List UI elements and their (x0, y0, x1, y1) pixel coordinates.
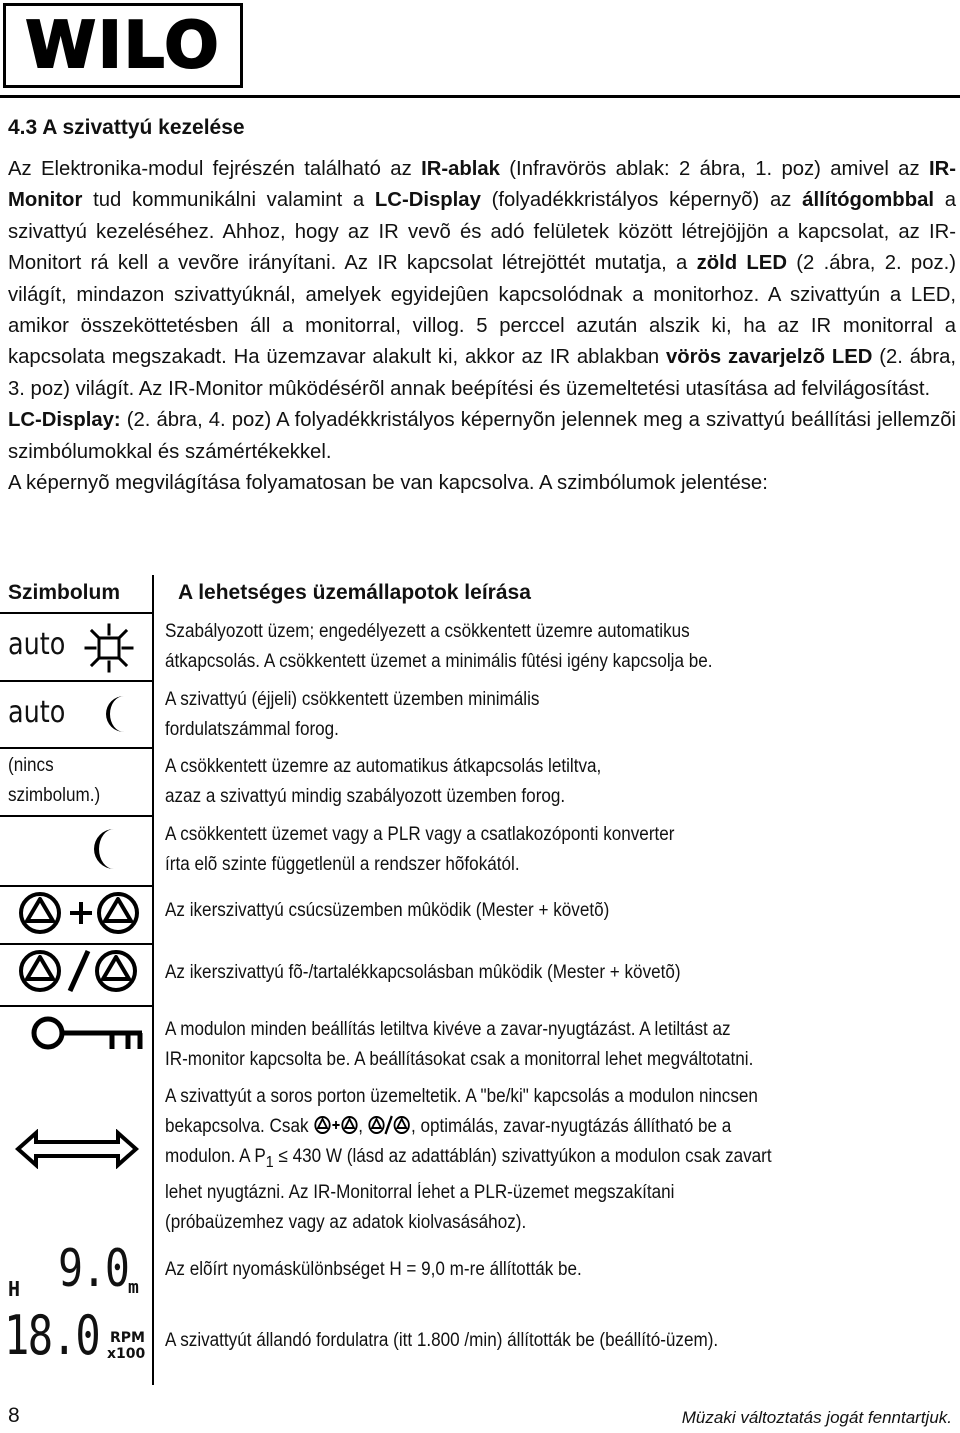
desc-line: írta elõ szinte függetlenül a rendszer hõfokától. (165, 854, 520, 875)
text-run: Az Elektronika-modul fejrészén található az (8, 158, 422, 180)
subscript: 1 (265, 1153, 274, 1171)
symbol-table (0, 575, 960, 1385)
key-icon (30, 1015, 150, 1055)
twin-pump-standby-icon (368, 1114, 411, 1136)
wilo-logo (3, 3, 243, 88)
paragraph-2 (8, 405, 956, 468)
table-head-rule (0, 612, 152, 614)
desc-line (165, 1112, 731, 1142)
header-rule (0, 95, 960, 98)
text-run: (2. ábra, 3. poz) világít. Az IR-Monitor mûködésérõl annak beépítési és üzemeltetési utasítása ad felvilágosítást. (8, 346, 956, 400)
row-3-description (165, 752, 955, 812)
desc-line (165, 1142, 772, 1178)
row-7-description (165, 1015, 955, 1075)
no-symbol-label: szimbolum.) (8, 785, 101, 806)
bold-term: IR-ablak (421, 158, 500, 180)
footer-note: Müzaki változtatás jogát fenntartjuk. (681, 1408, 952, 1427)
text-run: (folyadékkristályos képernyõ) az (480, 189, 803, 212)
desc-line: (próbaüzemhez vagy az adatok kiolvasásához). (165, 1211, 527, 1233)
speed-display-symbol (4, 1304, 152, 1375)
row-rule (0, 815, 152, 817)
text-run: (2. ábra, 4. poz) A folyadékkristályos képernyõn jelennek meg a szivattyú beállítási jellemzõi szimbólumokkal és számértékekkel. (8, 409, 956, 463)
row-4-description (165, 820, 955, 880)
text-run: a szivattyú kezeléséhez. Ahhoz, hogy az IR vevõ és adó felületek között létrejöjjön a kapcsolat, az IR-Monitort rá kell a vevõre irányítani. Az IR kapcsolat létrejöttét mutatja, a (8, 189, 956, 275)
row-5-description (165, 896, 955, 926)
twin-pump-peak-icon (313, 1114, 358, 1136)
body-text (8, 154, 956, 499)
pressure-display-symbol (6, 1239, 152, 1307)
row-8-description (165, 1082, 955, 1238)
desc-line: Az elõírt nyomáskülönbséget H = 9,0 m-re állították be. (165, 1259, 582, 1280)
bold-term: állítógombbal (802, 189, 934, 212)
row-rule (0, 680, 152, 682)
bold-term: IR-Monitor (8, 158, 956, 212)
auto-label: auto (8, 695, 66, 730)
desc-line: A modulon minden beállítás letiltva kivéve a zavar-nyugtázást. A letiltást az (165, 1019, 731, 1040)
bold-term: zöld LED (696, 252, 787, 275)
desc-line: Az ikerszivattyú csúcsüzemben mûködik (Mester + követõ) (165, 900, 610, 921)
table-head-symbol: Szimbolum (8, 581, 121, 604)
row-9-description (165, 1255, 955, 1285)
text-run: , (358, 1116, 368, 1137)
bold-term: vörös zavarjelzõ LED (665, 346, 873, 369)
desc-line: A szivattyú (éjjeli) csökkentett üzemben minimális (165, 689, 540, 710)
row-rule (0, 747, 152, 749)
text-run: modulon. A P (165, 1146, 266, 1167)
bold-term: LC-Display: (8, 409, 121, 432)
desc-line: A csökkentett üzemre az automatikus átkapcsolás letiltva, (165, 756, 602, 777)
row-10-description (165, 1326, 955, 1356)
paragraph-1 (8, 154, 956, 405)
display-unit: x100 (107, 1346, 146, 1362)
auto-label: auto (8, 627, 66, 662)
row-rule (0, 943, 152, 945)
desc-line: A csökkentett üzemet vagy a PLR vagy a csatlakozóponti konverter (165, 824, 675, 845)
moon-icon (86, 825, 126, 873)
row-6-description (165, 958, 955, 988)
bold-term: LC-Display (374, 189, 481, 212)
desc-line: Az ikerszivattyú fõ-/tartalékkapcsolásban mûködik (Mester + követõ) (165, 962, 681, 983)
no-symbol-label: (nincs (8, 755, 54, 776)
twin-pump-peak-icon (18, 891, 148, 935)
page-number: 8 (8, 1404, 20, 1427)
table-head-description: A lehetséges üzemállapotok leírása (178, 581, 531, 604)
symbol-none (8, 751, 110, 811)
desc-line: A szivattyút a soros porton üzemeltetik. A "be/ki" kapcsolás a modulon nincsen (165, 1086, 758, 1107)
symbol-auto-sun (8, 627, 76, 662)
desc-line: azaz a szivattyú mindig szabályozott üzemben forog. (165, 786, 566, 807)
column-separator (152, 575, 154, 1385)
desc-line: átkapcsolás. A csökkentett üzemet a minimális fûtési igény kapcsolja be. (165, 651, 713, 672)
sun-icon (84, 623, 134, 673)
twin-pump-standby-icon (18, 947, 148, 995)
desc-line: Szabályozott üzem; engedélyezett a csökkentett üzemre automatikus (165, 621, 690, 642)
row-rule (0, 1005, 152, 1007)
desc-line: IR-monitor kapcsolta be. A beállításokat csak a monitorral lehet megváltotatni. (165, 1049, 754, 1070)
display-value: 18.0 (4, 1304, 100, 1367)
display-unit: m (128, 1277, 139, 1298)
display-unit: RPM (110, 1330, 145, 1346)
text-run: bekapcsolva. Csak (165, 1116, 314, 1137)
paragraph-3: A képernyõ megvilágítása folyamatosan be van kapcsolva. A szimbólumok jelentése: (8, 472, 768, 495)
section-title: 4.3 A szivattyú kezelése (8, 116, 245, 139)
moon-icon (96, 692, 136, 736)
desc-line: fordulatszámmal forog. (165, 719, 339, 740)
text-run: tud kommunikálni valamint a (82, 189, 375, 212)
text-run: (2 .ábra, 2. poz.) világít, mindazon szivattyúknál, amelyek egyidejûen kapcsolódnak a monitorhoz. A szivattyún a LED, amikor összeköttetésben áll a monitorral, villog. 5 perccel azután alszik ki, ha az IR monitorral a kapcsolata megszakadt. Ha üzemzavar alakult ki, akkor az IR ablakban (8, 252, 957, 369)
logo-text: WILO (25, 8, 221, 83)
row-2-description (165, 685, 955, 745)
desc-line: A szivattyút állandó fordulatra (itt 1.800 /min) állították be (beállító-üzem). (165, 1330, 719, 1351)
double-arrow-icon (14, 1129, 140, 1169)
symbol-auto-moon (8, 695, 76, 730)
display-prefix: H (8, 1277, 21, 1301)
row-rule (0, 885, 152, 887)
text-run: ≤ 430 W (lásd az adattáblán) szivattyúkon a modulon csak zavart (273, 1146, 772, 1167)
display-value: 9.0 (58, 1239, 129, 1299)
row-1-description (165, 617, 955, 677)
text-run: (Infravörös ablak: 2 ábra, 1. poz) amivel az (499, 158, 929, 180)
text-run: , optimálás, zavar-nyugtázás állítható be a (410, 1116, 732, 1137)
desc-line: lehet nyugtázni. Az IR-Monitorral Íehet a PLR-üzemet megszakítani (165, 1181, 675, 1203)
